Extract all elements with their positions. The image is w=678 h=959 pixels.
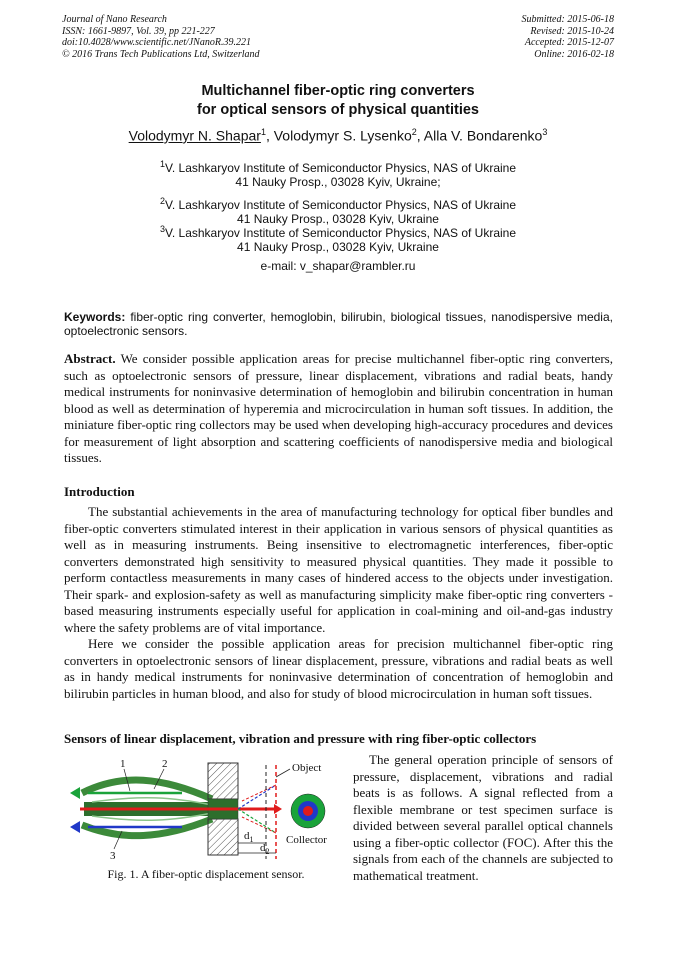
author-separator-2: , bbox=[416, 127, 424, 144]
d1-subscript: 1 bbox=[249, 835, 254, 844]
figure-1-caption: Fig. 1. A fiber-optic displacement sensor. bbox=[107, 867, 305, 881]
journal-doi[interactable]: doi:10.4028/www.scientific.net/JNanoR.39.221 bbox=[62, 37, 251, 49]
introduction-paragraph-1: The substantial achievements in the area of manufacturing technology for optical fiber bundles and fiber-optic converters stimulated interest in their application in various sensors of physical quantities as well as in measuring instruments. Being insensitive to electromagnetic interferences, fiber-optic converters demonstrated high sensitivity to measured physical quantities. They made it possible to perform contactless measurements in many cases of hindered access to the objects under investigation. Their spark- and explosion-safety as well as manufacturing simplicity make fiber-optic ring converters -based measuring instruments especially useful for application in coal-mining and oil-and-gas industry where the safety problems are of vital importance. bbox=[64, 504, 613, 635]
introduction-body bbox=[64, 504, 613, 702]
fiber-label-1: 1 bbox=[120, 758, 126, 770]
affiliation-1-line-1: V. Lashkaryov Institute of Semiconductor Physics, NAS of Ukraine bbox=[164, 161, 517, 175]
date-revised: Revised: 2015-10-24 bbox=[530, 25, 614, 37]
author-3: Alla V. Bondarenko bbox=[423, 127, 543, 144]
author-list bbox=[62, 123, 614, 145]
keywords-text: fiber-optic ring converter, hemoglobin, bilirubin, biological tissues, nanodispersive media, optoelectronic sensors. bbox=[64, 310, 613, 339]
abstract-text: We consider possible application areas for precise multichannel fiber-optic ring converters, such as optoelectronic sensors of pressure, linear displacement, vibrations and radial beats, handy medical instruments for noninvasive determination of hemoglobin and bilirubin concentration in human blood as well as determination of hyperemia and microcirculation in human soft tissues. In addition, the miniature fiber-optic ring collectors may be used when developing high-accuracy procedures and devices for measurement of light absorption and scattering coefficients of nanodispersive media and biological tissues. bbox=[64, 351, 613, 465]
journal-copyright: © 2016 Trans Tech Publications Ltd, Switzerland bbox=[62, 48, 260, 60]
affiliation-3-line-1: V. Lashkaryov Institute of Semiconductor Physics, NAS of Ukraine bbox=[164, 226, 517, 240]
d2-label bbox=[260, 842, 270, 856]
collector-label: Collector bbox=[286, 834, 327, 846]
displacement-sensor-diagram bbox=[62, 755, 350, 867]
sensors-heading: Sensors of linear displacement, vibration and pressure with ring fiber-optic collectors bbox=[64, 731, 537, 746]
publication-dates bbox=[522, 14, 615, 60]
introduction-paragraph-2: Here we consider the possible application areas for precision multichannel fiber-optic ring converters in optoelectronic sensors of linear displacement, pressure, vibrations and radial beats as well as in handy medical instruments for noninvasive determination of concentration of hemoglobin and bilirubin particles in human blood, and also for study of blood microcirculation in human soft tissues. bbox=[64, 636, 613, 701]
keywords-label: Keywords: bbox=[64, 310, 126, 324]
affiliation-3 bbox=[62, 222, 614, 255]
title-line-1: Multichannel fiber-optic ring converters bbox=[201, 83, 475, 99]
author-3-sup: 3 bbox=[542, 127, 548, 137]
keywords bbox=[64, 310, 613, 339]
email[interactable]: e-mail: v_shapar@rambler.ru bbox=[260, 259, 416, 273]
author-separator-1: , bbox=[265, 127, 274, 144]
date-online: Online: 2016-02-18 bbox=[534, 48, 614, 60]
reflected-ray-red bbox=[242, 785, 276, 801]
d2-subscript: 2 bbox=[265, 847, 270, 856]
date-submitted: Submitted: 2015-06-18 bbox=[521, 14, 614, 25]
author-1[interactable]: Volodymyr N. Shapar bbox=[128, 127, 261, 144]
d1-symbol: d bbox=[244, 830, 250, 842]
title-line-2: for optical sensors of physical quantities bbox=[196, 102, 479, 118]
affiliation-3-sup: 3 bbox=[159, 224, 165, 234]
introduction-heading: Introduction bbox=[64, 484, 135, 499]
journal-name: Journal of Nano Research bbox=[62, 14, 167, 25]
affiliation-1-line-2: 41 Nauky Prosp., 03028 Kyiv, Ukraine; bbox=[235, 175, 441, 190]
journal-issn: ISSN: 1661-9897, Vol. 39, pp 221-227 bbox=[62, 25, 215, 37]
sensors-paragraph: The general operation principle of sensors of pressure, displacement, vibrations and radial beats is as follows. A signal reflected from a flexible membrane or test specimen surface is divided between several parallel optical channels using a fiber-optic collector (FOC). After this the signals from each of the channels are subjected to mathematical treatment. bbox=[353, 752, 613, 883]
collector-core bbox=[303, 806, 313, 816]
paper-title bbox=[62, 82, 614, 120]
fiber-bundle-upper bbox=[82, 780, 212, 799]
abstract-label: Abstract. bbox=[64, 351, 116, 366]
affiliation-1-sup: 1 bbox=[159, 159, 165, 169]
red-arrow-head bbox=[274, 804, 282, 814]
d2-symbol: d bbox=[260, 842, 266, 854]
blue-arrow-head bbox=[70, 821, 80, 833]
object-pointer bbox=[276, 769, 290, 777]
housing-bottom bbox=[208, 819, 238, 855]
author-2-sup: 2 bbox=[411, 127, 417, 137]
abstract bbox=[64, 351, 613, 467]
fiber-label-3: 3 bbox=[110, 850, 116, 862]
date-accepted: Accepted: 2015-12-07 bbox=[524, 37, 614, 49]
author-1-sup: 1 bbox=[260, 127, 266, 137]
journal-info bbox=[62, 14, 260, 60]
green-arrow-head bbox=[70, 787, 80, 799]
affiliation-3-line-2: 41 Nauky Prosp., 03028 Kyiv, Ukraine bbox=[237, 240, 439, 255]
affiliation-1 bbox=[62, 157, 614, 190]
figure-1 bbox=[62, 755, 350, 885]
reflected-ray-blue bbox=[238, 785, 276, 809]
affiliation-2-line-2: 41 Nauky Prosp., 03028 Kyiv, Ukraine bbox=[237, 212, 439, 227]
object-label: Object bbox=[292, 762, 322, 774]
affiliation-2-line-1: V. Lashkaryov Institute of Semiconductor Physics, NAS of Ukraine bbox=[164, 198, 517, 212]
d1-label bbox=[244, 830, 254, 844]
author-2: Volodymyr S. Lysenko bbox=[273, 127, 412, 144]
housing-top bbox=[208, 763, 238, 799]
fiber-label-2: 2 bbox=[162, 758, 168, 770]
affiliation-2-sup: 2 bbox=[159, 196, 165, 206]
